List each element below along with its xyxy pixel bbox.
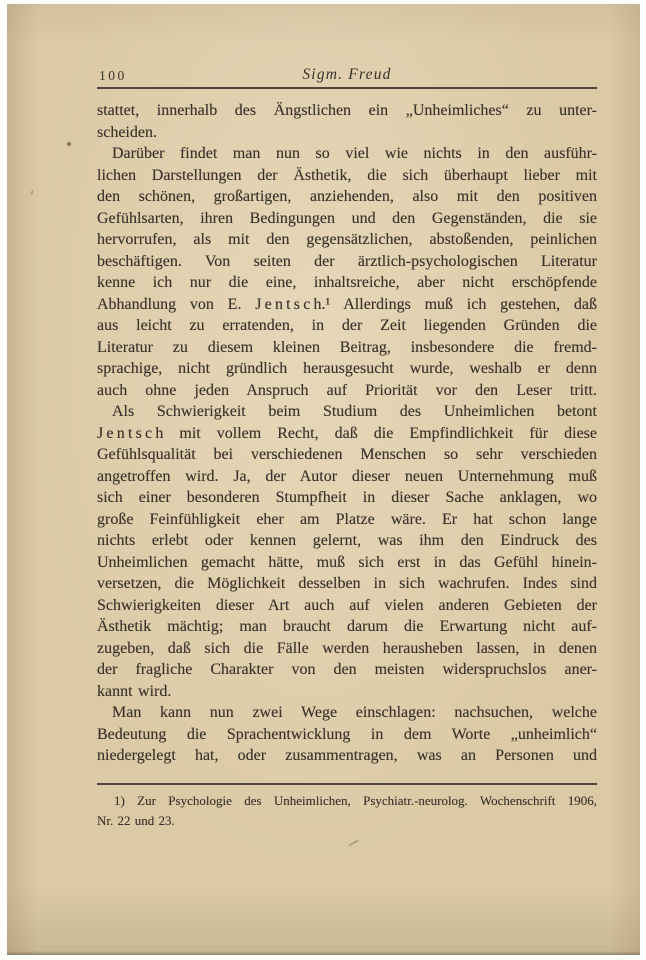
- text-line: aus leicht zu erratenden, in der Zeit liegenden Gründen die: [97, 317, 597, 334]
- paper-speck: [348, 840, 359, 847]
- text-line: beschäftigen. Von seiten der ärztlich-psychologischen Literatur: [97, 252, 597, 270]
- text-line: sich einer besonderen Stumpfheit in dieser Sache anklagen, wo: [97, 489, 597, 506]
- text-line: Gefühlsqualität bei verschiedenen Menschen so sehr verschieden: [97, 446, 597, 463]
- running-header: [97, 64, 597, 89]
- text-line: Gefühlsarten, ihren Bedingungen und den Gegenständen, die sie: [97, 209, 597, 227]
- footnote-line: 1) Zur Psychologie des Unheimlichen, Psychiatr.-neurolog. Wochenschrift 1906,: [114, 793, 597, 808]
- text-line: auch ohne jeden Anspruch auf Priorität vor den Leser tritt.: [97, 381, 597, 399]
- text-line: Unheimlichen gemacht hätte, muß sich erst in das Gefühl hinein-: [97, 553, 597, 571]
- text-line: Literatur zu diesem kleinen Beitrag, insbesondere die fremd-: [97, 338, 597, 356]
- text-line: den schönen, großartigen, anziehenden, also mit den positiven: [97, 188, 597, 205]
- text-line: angetroffen wird. Ja, der Autor dieser neuen Unternehmung muß: [97, 467, 597, 485]
- footnote: [97, 783, 597, 831]
- paper-sheet: [7, 4, 640, 955]
- text-line: J e n t s c h mit vollem Recht, daß die Empfindlichkeit für diese: [97, 424, 597, 442]
- text-line: der fragliche Charakter von den meisten widerspruchslos aner-: [97, 661, 597, 678]
- text-line: versetzen, die Möglichkeit desselben in sich wachrufen. Indes sind: [97, 575, 597, 592]
- text-line: scheiden.: [97, 123, 157, 141]
- text-line: Ästhetik mächtig; man braucht darum die Erwartung nicht auf-: [97, 618, 597, 635]
- text-line: Abhandlung von E. J e n t s c h.¹ Allerdings muß ich gestehen, daß: [97, 295, 597, 313]
- paper-speck: [30, 190, 33, 195]
- running-title: Sigm. Freud: [302, 66, 392, 83]
- text-line: Man kann nun zwei Wege einschlagen: nachsuchen, welche: [112, 704, 597, 721]
- text-line: lichen Darstellungen der Ästhetik, die sich überhaupt lieber mit: [97, 166, 597, 184]
- text-line: Bedeutung die Sprachentwicklung in dem Worte „unheimlich“: [97, 725, 597, 743]
- text-line: stattet, innerhalb des Ängstlichen ein „Unheimliches“ zu unter-: [97, 102, 597, 119]
- text-line: Schwierigkeiten dieser Art auch auf vielen anderen Gebieten der: [97, 596, 597, 614]
- text-line: niedergelegt hat, oder zusammentragen, was an Personen und: [97, 747, 597, 764]
- paper-speck: [67, 142, 71, 146]
- text-line: zugeben, daß sich die Fälle werden herausheben lassen, in denen: [97, 639, 597, 657]
- page-number: 100: [99, 68, 127, 83]
- text-line: Darüber findet man nun so viel wie nichts in den ausführ-: [112, 145, 597, 162]
- text-line: kenne ich nur die eine, inhaltsreiche, aber nicht erschöpfende: [97, 274, 597, 291]
- text-line: nichts erlebt oder kennen gelernt, was ihm den Eindruck des: [97, 532, 597, 549]
- text-line: kannt wird.: [97, 682, 172, 700]
- text-line: hervorrufen, als mit den gegensätzlichen, abstoßenden, peinlichen: [97, 231, 597, 248]
- text-line: sprachige, nicht gründlich herausgesucht wurde, weshalb er denn: [97, 360, 597, 377]
- text-line: große Feinfühligkeit eher am Platze wäre. Er hat schon lange: [97, 510, 597, 528]
- text-line: Als Schwierigkeit beim Studium des Unheimlichen betont: [112, 403, 597, 420]
- footnote-line: Nr. 22 und 23.: [97, 813, 175, 828]
- body-text: [97, 100, 597, 767]
